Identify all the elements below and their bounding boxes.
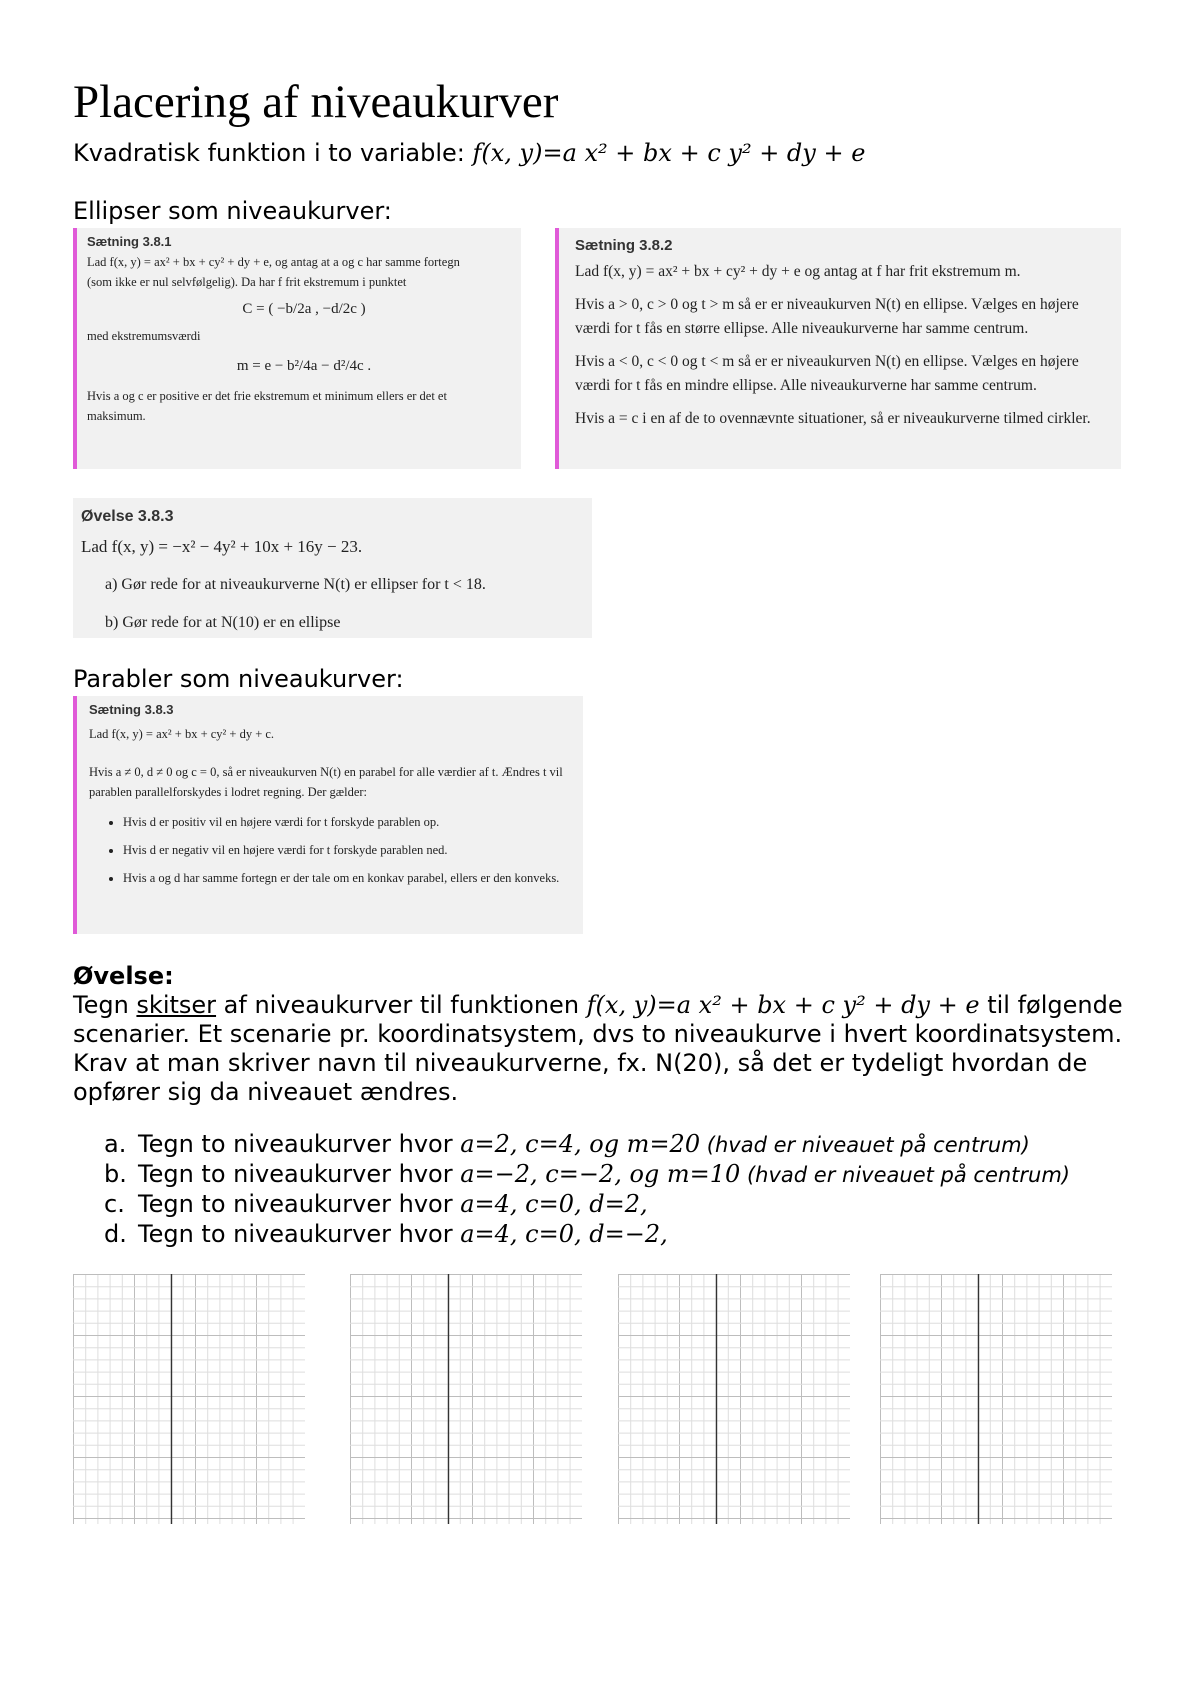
exercise-3-8-3-b: b) Gør rede for at N(10) er en ellipse — [105, 614, 341, 631]
task-list — [104, 1130, 1070, 1250]
list-item: • Hvis d er negativ vil en højere værdi for t forskyde parablen ned. — [123, 840, 575, 860]
task-label: d. — [104, 1220, 127, 1248]
theorem-3-8-3-list — [89, 812, 575, 888]
coordinate-grid-4 — [880, 1274, 1112, 1524]
exercise-formula: f(x, y)=a x² + bx + c y² + dy + e — [586, 991, 980, 1019]
exercise-text-part: til følgende scenarier. Et scenarie pr. koordinatsystem, dvs to niveaukurve i hvert koordinatsystem. Krav at man skriver navn til niveaukurverne, fx. N(20), så det er tydeligt hvordan de opfører sig da niveauet ændres. — [73, 991, 1123, 1106]
theorem-3-8-2-heading: Sætning 3.8.2 — [575, 237, 673, 254]
theorem-3-8-1-line1: Lad f(x, y) = ax² + bx + cy² + dy + e, og antag at a og c har samme fortegn — [87, 255, 460, 269]
theorem-3-8-1-m-formula: m = e − b²/4a − d²/4c . — [236, 358, 372, 374]
ellipses-heading: Ellipser som niveaukurver: — [73, 197, 392, 225]
task-item — [104, 1160, 1070, 1190]
task-text: Tegn to niveaukurver hvor — [138, 1220, 461, 1248]
exercise-3-8-3-intro: Lad f(x, y) = −x² − 4y² + 10x + 16y − 23. — [81, 537, 363, 556]
theorem-3-8-2-intro: Lad f(x, y) = ax² + bx + cy² + dy + e og antag at f har frit ekstremum m. — [575, 263, 1021, 280]
task-note: (hvad er niveauet på centrum) — [700, 1133, 1030, 1157]
list-item: • Hvis d er positiv vil en højere værdi for t forskyde parablen op. — [123, 812, 575, 832]
task-item — [104, 1130, 1070, 1160]
subtitle-label: Kvadratisk funktion i to variable: — [73, 139, 465, 167]
theorem-3-8-2-p1: Hvis a > 0, c > 0 og t > m så er er niveaukurven N(t) en ellipse. Vælges en højere værdi for t fås en større ellipse. Alle niveaukurverne har samme centrum. — [575, 296, 1079, 337]
subtitle — [73, 138, 865, 168]
theorem-3-8-2-box — [555, 228, 1121, 469]
task-text: Tegn to niveaukurver hvor — [138, 1190, 461, 1218]
theorem-3-8-2-p3: Hvis a = c i en af de to ovennævnte situationer, så er niveaukurverne tilmed cirkler. — [575, 410, 1091, 427]
theorem-3-8-3-box — [73, 696, 583, 934]
task-condition: a=−2, c=−2, og m=10 — [460, 1160, 741, 1188]
page-title: Placering af niveaukurver — [73, 76, 559, 128]
exercise-text-part: af niveaukurver til funktionen — [216, 991, 587, 1019]
theorem-3-8-3-heading: Sætning 3.8.3 — [89, 702, 174, 717]
task-text: Tegn to niveaukurver hvor — [138, 1160, 461, 1188]
coordinate-grid-2 — [350, 1274, 582, 1524]
exercise-3-8-3-box — [73, 498, 592, 638]
exercise-underlined-word: skitser — [136, 991, 217, 1019]
task-note: (hvad er niveauet på centrum) — [740, 1163, 1070, 1187]
theorem-3-8-3-p1: Hvis a ≠ 0, d ≠ 0 og c = 0, så er niveaukurven N(t) en parabel for alle værdier af t. Ændres t vil parablen parallelforskydes i lodret regning. Der gælder: — [89, 765, 563, 799]
parabolas-heading: Parabler som niveaukurver: — [73, 665, 404, 693]
coordinate-grid-1 — [73, 1274, 305, 1524]
task-item — [104, 1190, 1070, 1220]
theorem-3-8-1-footer: Hvis a og c er positive er det frie ekstremum et minimum ellers er det et maksimum. — [87, 389, 447, 423]
theorem-3-8-1-center-formula: C = ( −b/2a , −d/2c ) — [242, 301, 366, 317]
task-label: a. — [104, 1130, 127, 1158]
theorem-3-8-1-line2: (som ikke er nul selvfølgelig). Da har f frit ekstremum i punktet — [87, 275, 407, 289]
coordinate-grid-3 — [618, 1274, 850, 1524]
task-item — [104, 1220, 1070, 1250]
exercise-block — [73, 962, 1133, 1107]
subtitle-formula: f(x, y)=a x² + bx + c y² + dy + e — [472, 139, 866, 167]
theorem-3-8-3-intro: Lad f(x, y) = ax² + bx + cy² + dy + c. — [89, 727, 275, 741]
theorem-3-8-1-box — [73, 228, 521, 469]
exercise-3-8-3-a: a) Gør rede for at niveaukurverne N(t) er ellipser for t < 18. — [105, 576, 486, 593]
task-condition: a=4, c=0, d=2, — [460, 1190, 648, 1218]
task-condition: a=2, c=4, og m=20 — [460, 1130, 701, 1158]
task-condition: a=4, c=0, d=−2, — [460, 1220, 668, 1248]
theorem-3-8-1-value-label: med ekstremumsværdi — [87, 329, 201, 343]
exercise-3-8-3-heading: Øvelse 3.8.3 — [81, 508, 174, 525]
exercise-heading: Øvelse: — [73, 962, 174, 990]
task-label: b. — [104, 1160, 127, 1188]
task-text: Tegn to niveaukurver hvor — [138, 1130, 461, 1158]
exercise-text — [73, 991, 1133, 1107]
list-item: • Hvis a og d har samme fortegn er der tale om en konkav parabel, ellers er den konveks. — [123, 868, 575, 888]
theorem-3-8-1-heading: Sætning 3.8.1 — [87, 234, 172, 249]
theorem-3-8-2-p2: Hvis a < 0, c < 0 og t < m så er er niveaukurven N(t) en ellipse. Vælges en højere værdi for t fås en mindre ellipse. Alle niveaukurverne har samme centrum. — [575, 353, 1079, 394]
exercise-text-part: Tegn — [73, 991, 137, 1019]
task-label: c. — [104, 1190, 125, 1218]
